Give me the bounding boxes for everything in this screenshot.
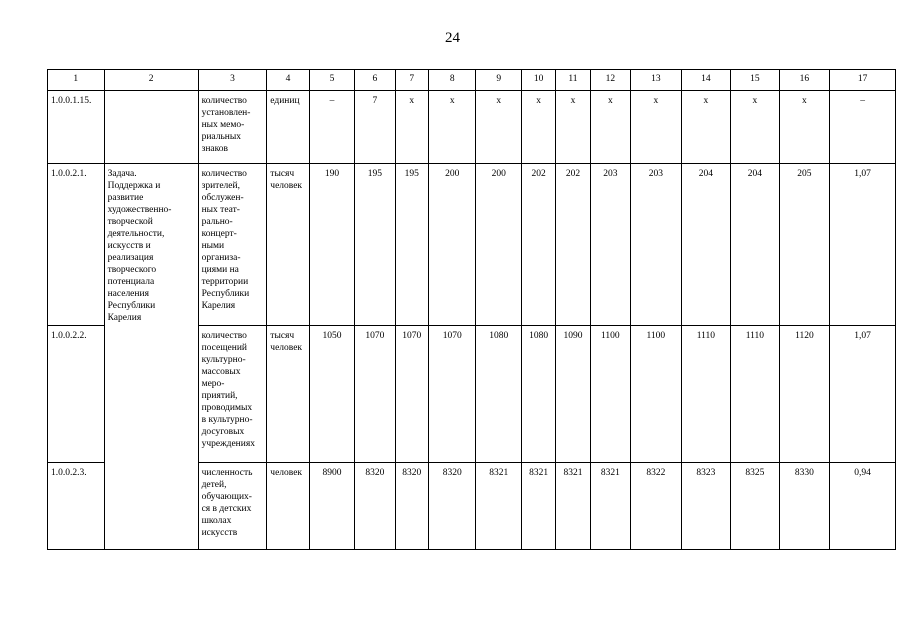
value-cell: 8320	[355, 463, 395, 550]
row-code: 1.0.0.1.15.	[48, 91, 105, 164]
value-cell: x	[476, 91, 521, 164]
column-header: 8	[428, 70, 476, 91]
value-cell: 8321	[476, 463, 521, 550]
column-header: 14	[681, 70, 731, 91]
value-cell: 203	[631, 164, 682, 326]
indicator-name: численность детей, обучающих- ся в детских школах искусств	[198, 463, 267, 550]
value-cell: 1080	[476, 326, 521, 463]
value-cell: 7	[355, 91, 395, 164]
value-cell: x	[428, 91, 476, 164]
value-cell: x	[779, 91, 830, 164]
value-cell: x	[521, 91, 555, 164]
column-header: 11	[556, 70, 590, 91]
row-code: 1.0.0.2.3.	[48, 463, 105, 550]
value-cell: 8900	[309, 463, 354, 550]
value-cell: 1070	[428, 326, 476, 463]
value-cell: x	[556, 91, 590, 164]
value-cell: 8320	[428, 463, 476, 550]
table-row	[48, 164, 896, 326]
value-cell: 8323	[681, 463, 731, 550]
table-row	[48, 91, 896, 164]
column-header: 13	[631, 70, 682, 91]
value-cell: 1,07	[830, 326, 896, 463]
value-cell: 1070	[355, 326, 395, 463]
value-cell: x	[731, 91, 780, 164]
column-header: 2	[104, 70, 198, 91]
value-cell: 205	[779, 164, 830, 326]
column-header: 12	[590, 70, 630, 91]
column-header: 10	[521, 70, 555, 91]
unit-cell: единиц	[267, 91, 309, 164]
value-cell: 204	[681, 164, 731, 326]
value-cell: x	[395, 91, 428, 164]
value-cell: 8321	[521, 463, 555, 550]
value-cell: 1120	[779, 326, 830, 463]
indicator-name: количество зрителей, обслужен- ных теат- рально- концерт- ными организа- циями на территории Республики Карелия	[198, 164, 267, 326]
value-cell: 8330	[779, 463, 830, 550]
column-header: 4	[267, 70, 309, 91]
unit-cell: тысяч человек	[267, 326, 309, 463]
column-header: 16	[779, 70, 830, 91]
task-cell: Задача. Поддержка и развитие художественно- творческой деятельности, искусств и реализация творческого потенциала населения Республики Карелия	[104, 164, 198, 550]
value-cell: 202	[521, 164, 555, 326]
column-header: 7	[395, 70, 428, 91]
indicator-name: количество посещений культурно- массовых меро- приятий, проводимых в культурно- досуговых учреждениях	[198, 326, 267, 463]
column-header: 9	[476, 70, 521, 91]
value-cell: 8321	[590, 463, 630, 550]
value-cell: 203	[590, 164, 630, 326]
value-cell: 1090	[556, 326, 590, 463]
value-cell: x	[590, 91, 630, 164]
page-number: 24	[445, 30, 460, 46]
value-cell: 1110	[731, 326, 780, 463]
column-header: 1	[48, 70, 105, 91]
value-cell: 195	[355, 164, 395, 326]
indicator-name: количество установлен- ных мемо- риальных знаков	[198, 91, 267, 164]
value-cell: x	[631, 91, 682, 164]
value-cell: 0,94	[830, 463, 896, 550]
value-cell: 1110	[681, 326, 731, 463]
value-cell: 8320	[395, 463, 428, 550]
value-cell: 1050	[309, 326, 354, 463]
column-header: 15	[731, 70, 780, 91]
column-header: 17	[830, 70, 896, 91]
value-cell: 8322	[631, 463, 682, 550]
row-code: 1.0.0.2.1.	[48, 164, 105, 326]
unit-cell: человек	[267, 463, 309, 550]
row-code: 1.0.0.2.2.	[48, 326, 105, 463]
value-cell: 195	[395, 164, 428, 326]
value-cell: 8321	[556, 463, 590, 550]
value-cell: 1070	[395, 326, 428, 463]
unit-cell: тысяч человек	[267, 164, 309, 326]
value-cell: –	[309, 91, 354, 164]
column-header: 5	[309, 70, 354, 91]
value-cell: 1080	[521, 326, 555, 463]
column-header: 3	[198, 70, 267, 91]
value-cell: 1,07	[830, 164, 896, 326]
value-cell: 8325	[731, 463, 780, 550]
value-cell: 202	[556, 164, 590, 326]
value-cell: 190	[309, 164, 354, 326]
value-cell: 200	[476, 164, 521, 326]
header-row	[48, 70, 896, 91]
column-header: 6	[355, 70, 395, 91]
indicators-table	[47, 69, 896, 550]
value-cell: 1100	[631, 326, 682, 463]
value-cell: 1100	[590, 326, 630, 463]
task-cell-empty	[104, 91, 198, 164]
value-cell: x	[681, 91, 731, 164]
value-cell: 200	[428, 164, 476, 326]
value-cell: –	[830, 91, 896, 164]
value-cell: 204	[731, 164, 780, 326]
